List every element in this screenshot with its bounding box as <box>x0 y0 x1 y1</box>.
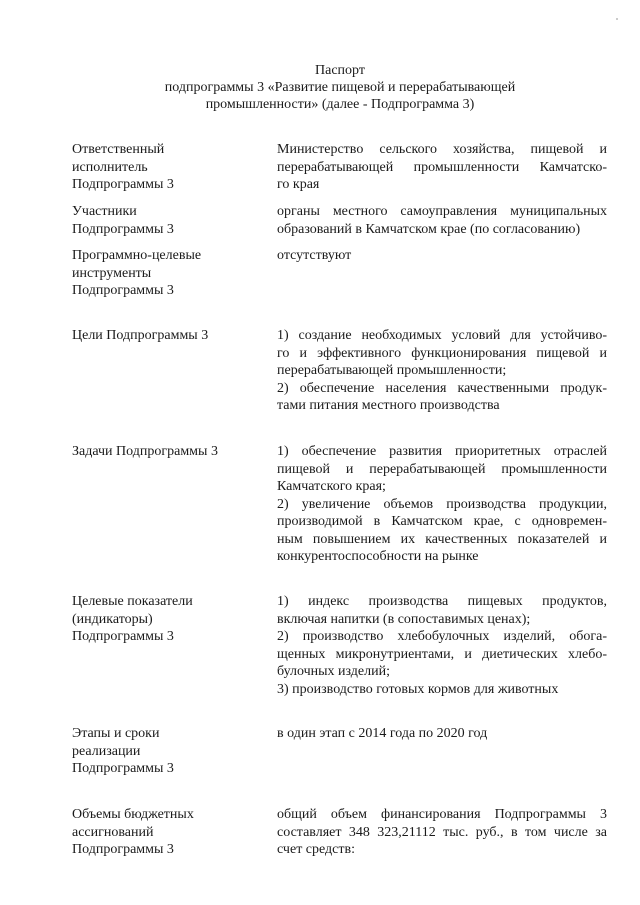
row-label: Этапы и сроки реализации Подпрограммы 3 <box>72 726 174 776</box>
row-value: 1) индекс производства пищевых продуктов, включая напитки (в сопоставимых ценах); 2) производство хлебобулочных изделий, обога- щенных микронутриентами, и диетических хлебо- булочных изделий; 3) производство готовых кормов для животных <box>277 594 607 697</box>
row-label: Целевые показатели (индикаторы) Подпрограммы 3 <box>72 594 193 644</box>
scan-speck <box>616 18 618 20</box>
title-line-3: промышленности» (далее - Подпрограмма 3) <box>205 97 475 112</box>
row-label: Объемы бюджетных ассигнований Подпрограммы 3 <box>72 807 194 857</box>
row-label: Участники Подпрограммы 3 <box>72 204 174 237</box>
row-label: Программно-целевые инструменты Подпрограммы 3 <box>72 248 202 298</box>
row-label: Ответственный исполнитель Подпрограммы 3 <box>72 142 174 192</box>
row-value: органы местного самоуправления муниципальных образований в Камчатском крае (по согласованию) <box>277 204 607 237</box>
row-value: 1) обеспечение развития приоритетных отраслей пищевой и перерабатывающей промышленности Камчатского края; 2) увеличение объемов производства продукции, производимой в Камчатском крае, с одновремен- ным повышением их качественных показателей и конкурентоспособности на рынке <box>277 444 607 564</box>
row-value: 1) создание необходимых условий для устойчиво- го и эффективного функционирования пищевой и перерабатывающей промышленности; 2) обеспечение населения качественными продук- тами питания местного производства <box>277 328 607 413</box>
row-value: общий объем финансирования Подпрограммы 3 составляет 348 323,21112 тыс. руб., в том числе за счет средств: <box>277 807 607 857</box>
row-label: Цели Подпрограммы 3 <box>72 328 209 343</box>
row-value: отсутствуют <box>277 248 352 263</box>
title-line-2: подпрограммы 3 «Развитие пищевой и перерабатывающей <box>164 80 516 95</box>
row-label: Задачи Подпрограммы 3 <box>72 444 218 459</box>
title-line-1: Паспорт <box>315 63 365 78</box>
row-value: Министерство сельского хозяйства, пищевой и перерабатывающей промышленности Камчатско- го края <box>277 142 607 192</box>
passport-title <box>60 62 620 113</box>
row-value: в один этап с 2014 года по 2020 год <box>277 726 488 741</box>
